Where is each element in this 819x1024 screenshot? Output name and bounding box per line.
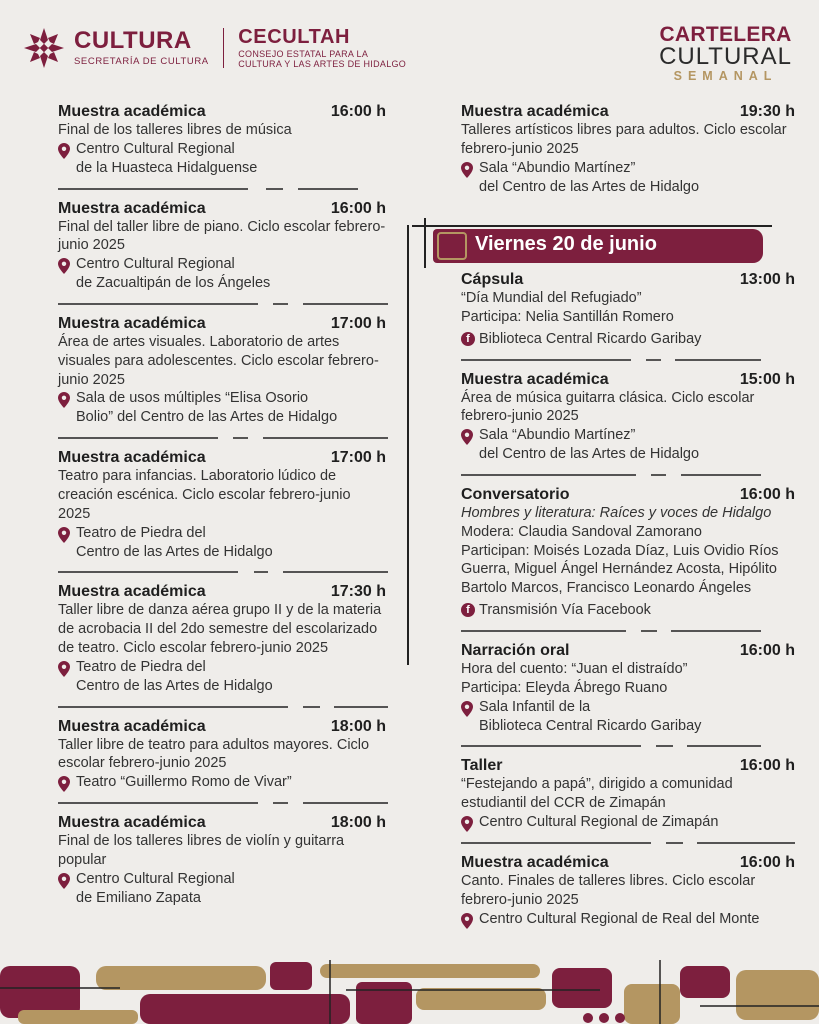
event-location: Sala Infantil de la Biblioteca Central Ricardo Garibay (461, 698, 795, 736)
separator (58, 792, 386, 814)
event-time: 19:30 h (739, 103, 795, 120)
event-description: Área de música guitarra clásica. Ciclo escolar febrero-junio 2025 (461, 389, 755, 425)
map-pin-icon (58, 776, 70, 792)
event-location: f Biblioteca Central Ricardo Garibay (461, 330, 795, 349)
semanal-word: SEMANAL (673, 69, 778, 83)
day-banner-label: Viernes 20 de junio (475, 233, 657, 255)
map-pin-icon (461, 429, 473, 445)
separator (58, 293, 386, 315)
event-description: Talleres artísticos libres para adultos. Ciclo escolar febrero-junio 2025 (461, 122, 787, 157)
event-type: Muestra académica (58, 199, 206, 217)
event-time: 16:00 h (739, 641, 795, 659)
event-item (461, 486, 795, 620)
event-time: 16:00 h (739, 757, 795, 775)
right-column-top (461, 103, 795, 196)
banner-box (437, 232, 467, 260)
day-banner (433, 229, 763, 263)
event-item (461, 854, 795, 929)
separator (58, 561, 386, 583)
star-logo-icon (22, 26, 66, 70)
event-location: Sala de usos múltiples “Elisa Osorio Bolio” del Centro de las Artes de Hidalgo (58, 389, 386, 427)
event-type: Taller (461, 757, 503, 775)
event-item (58, 718, 386, 793)
event-subtitle: Hombres y literatura: Raíces y voces de Hidalgo (461, 504, 772, 521)
event-type: Muestra académica (58, 814, 206, 832)
event-item (461, 757, 795, 832)
left-column (58, 103, 386, 907)
event-description: “Día Mundial del Refugiado” (461, 290, 642, 306)
cultura-logo (74, 29, 209, 67)
event-description: Teatro para infancias. Laboratorio lúdico de creación escénica. Ciclo escolar febrero-junio 2025 (58, 468, 351, 522)
footer-decoration (0, 960, 819, 1024)
event-location: Centro Cultural Regional de Real del Monte (461, 910, 795, 929)
header-divider (223, 28, 225, 68)
event-item (58, 103, 386, 178)
event-item (461, 371, 795, 464)
event-time: 17:00 h (330, 449, 386, 467)
banner-accent-line (412, 225, 772, 227)
event-time: 17:30 h (330, 583, 386, 601)
cartelera-logo (659, 24, 792, 84)
event-type: Muestra académica (461, 853, 609, 871)
event-time: 13:00 h (739, 271, 795, 288)
cecultah-subtitle-2: CULTURA Y LAS ARTES DE HIDALGO (238, 58, 407, 69)
event-type: Conversatorio (461, 485, 570, 503)
event-location: f Transmisión Vía Facebook (461, 601, 795, 620)
map-pin-icon (461, 913, 473, 929)
facebook-icon: f (461, 332, 475, 346)
event-type: Cápsula (461, 271, 524, 288)
event-time: 17:00 h (330, 314, 386, 332)
right-column (461, 271, 795, 928)
event-time: 16:00 h (330, 103, 386, 120)
event-type: Muestra académica (58, 583, 206, 601)
cecultah-title: CECULTAH (238, 25, 351, 48)
event-item (58, 200, 386, 293)
separator (58, 427, 386, 449)
map-pin-icon (461, 701, 473, 717)
event-description: Canto. Finales de talleres libres. Ciclo escolar febrero-junio 2025 (461, 872, 756, 908)
vertical-divider (407, 225, 409, 665)
event-location: Centro Cultural Regional de Emiliano Zapata (58, 870, 386, 908)
separator (58, 696, 386, 718)
event-moderator: Modera: Claudia Sandoval Zamorano (461, 523, 702, 540)
event-time: 16:00 h (330, 199, 386, 217)
event-location: Sala “Abundio Martínez” del Centro de las Artes de Hidalgo (461, 159, 795, 197)
cultural-word: CULTURAL (659, 43, 792, 70)
cecultah-subtitle-1: CONSEJO ESTATAL PARA LA (238, 48, 369, 59)
separator (461, 464, 795, 486)
separator (58, 178, 386, 200)
event-description: Taller libre de teatro para adultos mayores. Ciclo escolar febrero-junio 2025 (58, 736, 370, 772)
event-location: Teatro de Piedra del Centro de las Artes de Hidalgo (58, 524, 386, 562)
map-pin-icon (58, 661, 70, 677)
event-description: Final de los talleres libres de música (58, 122, 292, 138)
separator (461, 620, 795, 642)
separator (461, 349, 795, 371)
map-pin-icon (58, 392, 70, 408)
event-type: Muestra académica (58, 103, 206, 120)
event-location: Centro Cultural Regional de la Huasteca Hidalguense (58, 140, 386, 178)
event-participant: Participa: Nelia Santillán Romero (461, 308, 674, 325)
event-type: Muestra académica (58, 314, 206, 332)
event-description: Final del taller libre de piano. Ciclo escolar febrero-junio 2025 (58, 218, 386, 254)
event-type: Muestra académica (461, 103, 609, 120)
event-description: Taller libre de danza aérea grupo II y de la materia de acrobacia II del 2do semestre del escolarizado de teatro. Ciclo escolar febrero-junio 2025 (58, 602, 382, 657)
separator (461, 735, 795, 757)
event-item (461, 642, 795, 735)
map-pin-icon (58, 258, 70, 274)
event-type: Muestra académica (461, 370, 609, 388)
event-time: 16:00 h (739, 485, 795, 503)
map-pin-icon (461, 162, 473, 178)
separator (461, 832, 795, 854)
event-time: 18:00 h (330, 717, 386, 735)
header-logos (22, 26, 406, 70)
event-item (58, 814, 386, 907)
map-pin-icon (461, 816, 473, 832)
event-location: Sala “Abundio Martínez” del Centro de las Artes de Hidalgo (461, 426, 795, 464)
event-time: 18:00 h (330, 814, 386, 832)
event-time: 15:00 h (739, 370, 795, 388)
event-item (58, 449, 386, 561)
event-location: Centro Cultural Regional de Zacualtipán de los Ángeles (58, 255, 386, 293)
event-item (461, 103, 795, 196)
event-item (58, 583, 386, 695)
event-description: “Festejando a papá”, dirigido a comunidad estudiantil del CCR de Zimapán (461, 776, 733, 812)
map-pin-icon (58, 873, 70, 889)
map-pin-icon (58, 527, 70, 543)
event-description: Hora del cuento: “Juan el distraído” (461, 660, 688, 677)
event-location: Teatro de Piedra del Centro de las Artes de Hidalgo (58, 658, 386, 696)
event-location: Teatro “Guillermo Romo de Vivar” (58, 773, 386, 792)
event-time: 16:00 h (739, 853, 795, 871)
facebook-icon: f (461, 603, 475, 617)
event-item (58, 315, 386, 427)
event-type: Muestra académica (58, 717, 206, 735)
event-participant: Participa: Eleyda Ábrego Ruano (461, 679, 668, 696)
map-pin-icon (58, 143, 70, 159)
event-type: Muestra académica (58, 449, 206, 467)
event-participants: Participan: Moisés Lozada Díaz, Luis Ovidio Ríos Guerra, Miguel Ángel Hernández Acosta, Hipólito Bartolo Marcos, Francisco Leonardo Ángeles (461, 542, 779, 597)
cartelera-word: CARTELERA (659, 23, 792, 46)
event-location: Centro Cultural Regional de Zimapán (461, 813, 795, 832)
cultura-subtitle: SECRETARÍA DE CULTURA (74, 56, 209, 67)
event-description: Final de los talleres libres de violín y guitarra popular (58, 833, 345, 868)
event-type: Narración oral (461, 641, 570, 659)
cultura-title: CULTURA (74, 27, 192, 54)
event-item (461, 271, 795, 349)
event-description: Área de artes visuales. Laboratorio de artes visuales para adolescentes. Ciclo escolar febrero-junio 2025 (58, 333, 379, 388)
cecultah-logo (238, 27, 406, 70)
